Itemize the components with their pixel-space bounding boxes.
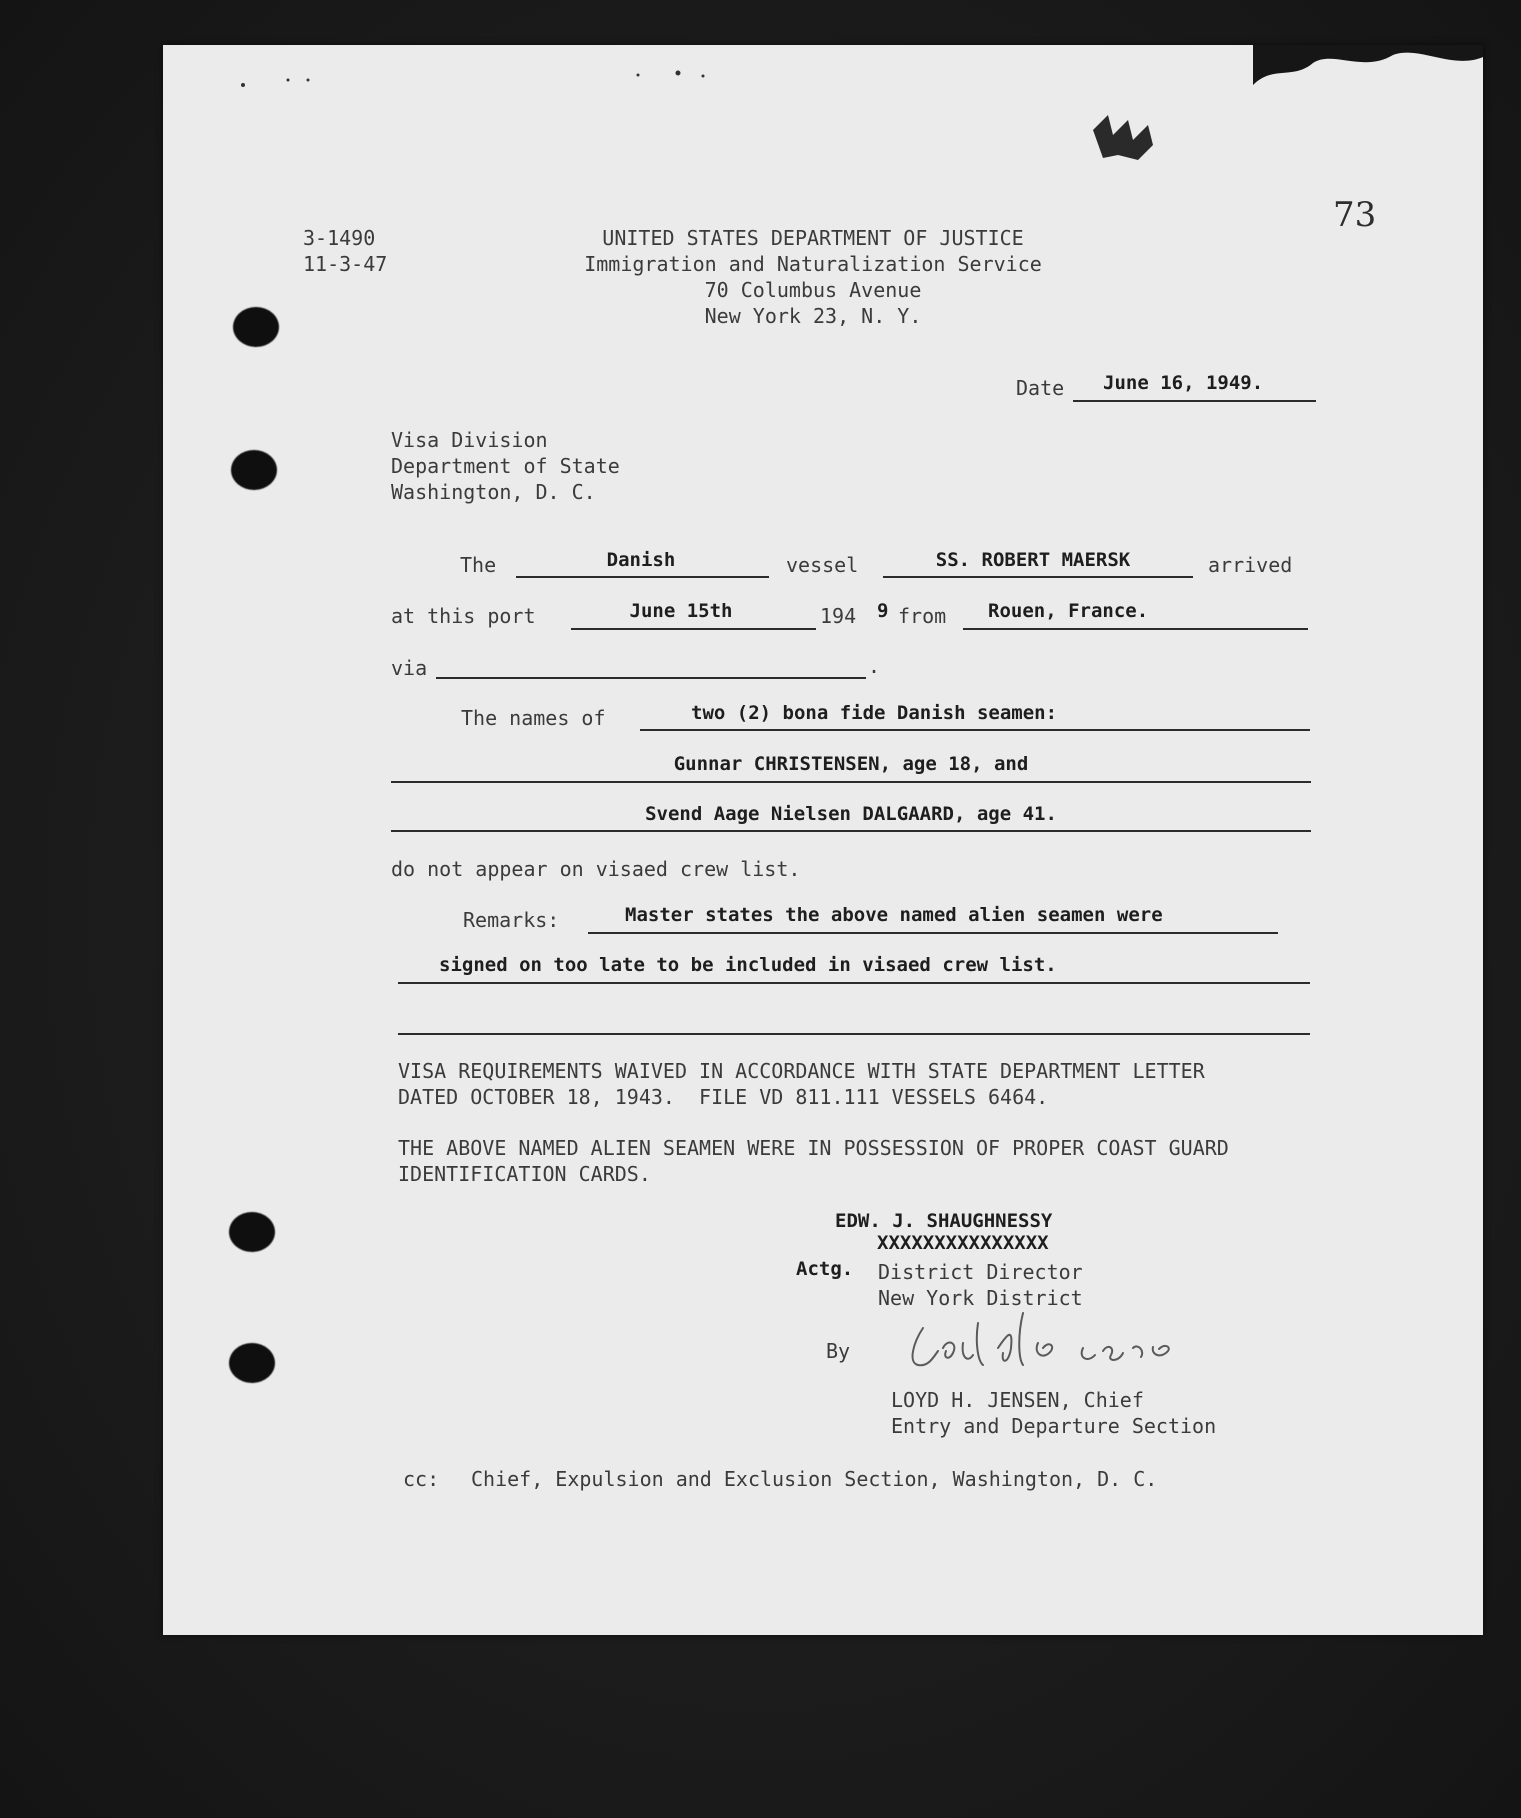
from-label: from <box>898 604 947 628</box>
punch-hole <box>229 1343 275 1383</box>
names-underline <box>640 729 1310 731</box>
document-page <box>163 45 1483 1635</box>
remarks-label: Remarks: <box>463 908 560 932</box>
director-district: New York District <box>878 1286 1083 1310</box>
year-prefix: 194 <box>820 604 857 628</box>
form-date: 11-3-47 <box>303 252 388 276</box>
date-value: June 16, 1949. <box>1103 372 1264 394</box>
vessel-the-label: The <box>460 553 497 577</box>
origin-underline <box>963 628 1308 630</box>
seaman-2-underline <box>391 830 1311 832</box>
punch-hole <box>233 307 279 347</box>
remarks-line-3-underline <box>398 1033 1310 1035</box>
cc-recipient: Chief, Expulsion and Exclusion Section, Washington, D. C. <box>471 1467 1158 1491</box>
year-digit: 9 <box>877 600 889 622</box>
punch-hole <box>231 450 277 490</box>
vessel-nationality: Danish <box>606 549 676 571</box>
vessel-label: vessel <box>786 553 859 577</box>
arrived-label: arrived <box>1208 553 1293 577</box>
arrival-date-underline <box>571 628 816 630</box>
handwritten-signature <box>883 1303 1193 1383</box>
struck-name: XXXXXXXXXXXXXXX <box>877 1232 1049 1254</box>
letterhead-department: UNITED STATES DEPARTMENT OF JUSTICE <box>602 226 1024 250</box>
possession-line-1: THE ABOVE NAMED ALIEN SEAMEN WERE IN POSSESSION OF PROPER COAST GUARD <box>398 1136 1229 1160</box>
origin-port: Rouen, France. <box>988 600 1149 622</box>
arrival-date: June 15th <box>629 600 733 622</box>
vessel-name-underline <box>883 576 1193 578</box>
letterhead-city: New York 23, N. Y. <box>704 304 922 328</box>
date-label: Date <box>1016 376 1065 400</box>
page-number: 73 <box>1333 195 1377 235</box>
cc-label: cc: <box>403 1467 440 1491</box>
letterhead-street: 70 Columbus Avenue <box>704 278 922 302</box>
via-period: . <box>868 654 881 678</box>
crew-list-statement: do not appear on visaed crew list. <box>391 857 801 881</box>
letterhead-service: Immigration and Naturalization Service <box>584 252 1042 276</box>
waiver-line-2: DATED OCTOBER 18, 1943. FILE VD 811.111 VESSELS 6464. <box>398 1085 1049 1109</box>
punch-hole <box>229 1212 275 1252</box>
waiver-line-1: VISA REQUIREMENTS WAIVED IN ACCORDANCE WITH STATE DEPARTMENT LETTER <box>398 1059 1205 1083</box>
nationality-underline <box>516 576 769 578</box>
remarks-line-1-underline <box>588 932 1278 934</box>
vessel-name: SS. ROBERT MAERSK <box>935 549 1131 571</box>
seaman-2: Svend Aage Nielsen DALGAARD, age 41. <box>645 803 1057 825</box>
date-underline <box>1073 400 1316 402</box>
specks <box>233 65 733 95</box>
signer-section: Entry and Departure Section <box>891 1414 1217 1438</box>
remarks-line-2-underline <box>398 982 1310 984</box>
signer-name: LOYD H. JENSEN, Chief <box>891 1388 1144 1412</box>
addressee-department: Department of State <box>391 454 620 478</box>
names-label: The names of <box>461 706 606 730</box>
by-label: By <box>826 1339 851 1363</box>
director-title: District Director <box>878 1260 1083 1284</box>
possession-line-2: IDENTIFICATION CARDS. <box>398 1162 651 1186</box>
via-underline <box>436 677 866 679</box>
director-name: EDW. J. SHAUGHNESSY <box>835 1210 1053 1232</box>
remarks-line-2: signed on too late to be included in visaed crew list. <box>439 954 1057 976</box>
seaman-1-underline <box>391 781 1311 783</box>
names-value: two (2) bona fide Danish seamen: <box>691 702 1058 724</box>
acting-abbrev: Actg. <box>796 1258 854 1280</box>
via-label: via <box>391 656 428 680</box>
addressee-division: Visa Division <box>391 428 548 452</box>
form-code: 3-1490 <box>303 226 376 250</box>
port-label: at this port <box>391 604 536 628</box>
seaman-1: Gunnar CHRISTENSEN, age 18, and <box>673 753 1029 775</box>
remarks-line-1: Master states the above named alien seamen were <box>625 904 1163 926</box>
ink-smudge <box>1083 100 1163 170</box>
addressee-city: Washington, D. C. <box>391 480 596 504</box>
torn-corner <box>1253 45 1483 115</box>
